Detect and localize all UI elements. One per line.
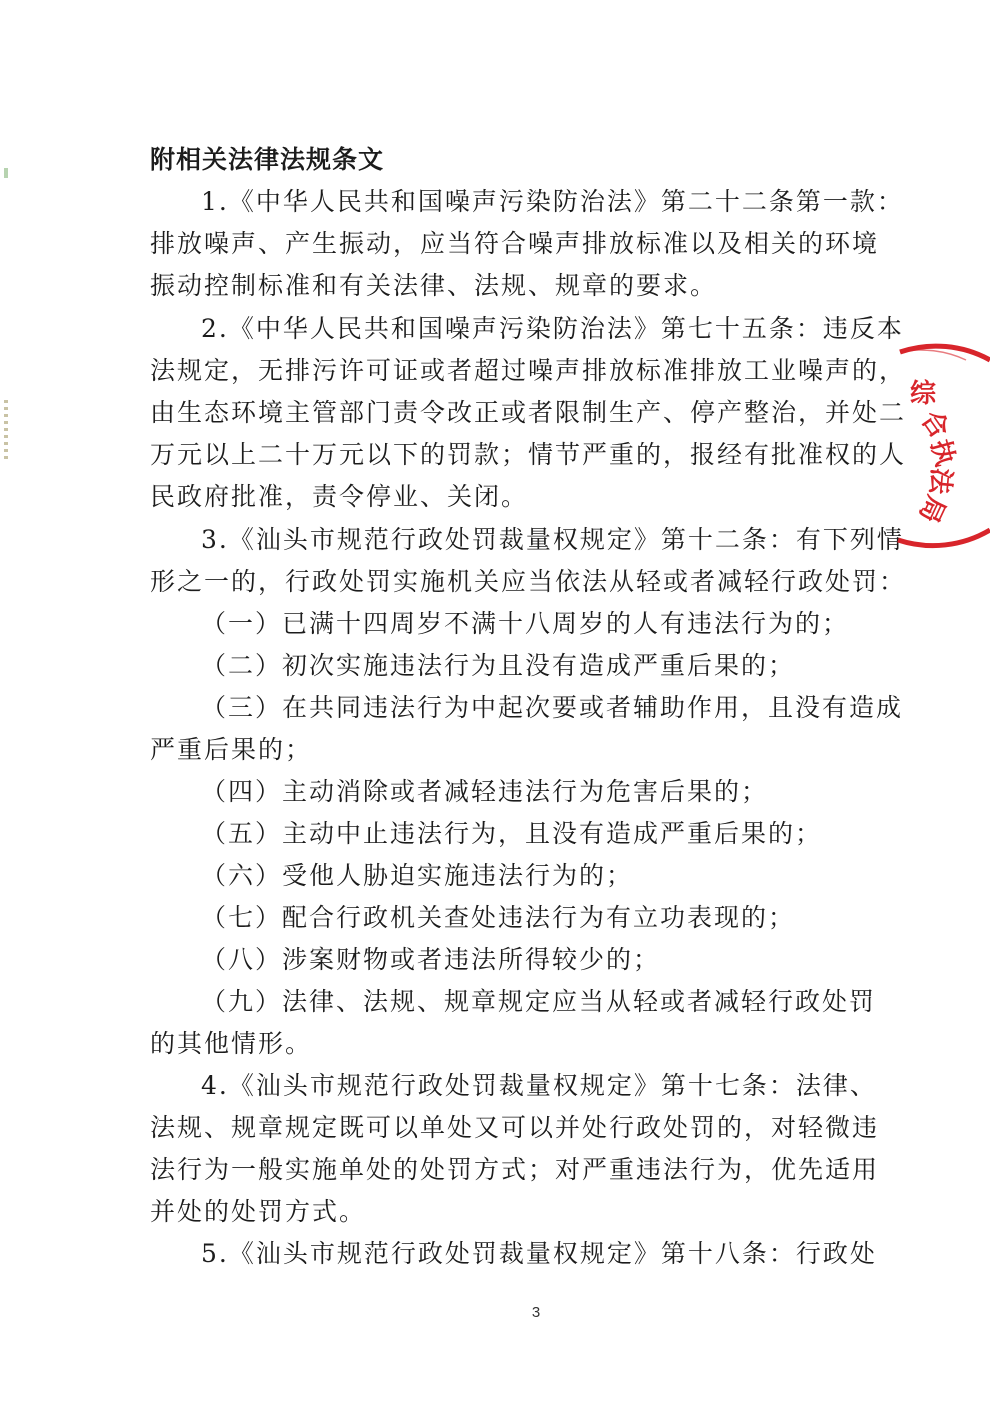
text-line: 由生态环境主管部门责令改正或者限制生产、停产整治，并处二 <box>150 398 907 427</box>
text-line: 5.《汕头市规范行政处罚裁量权规定》第十八条：行政处 <box>201 1239 877 1268</box>
text-line: （三）在共同违法行为中起次要或者辅助作用，且没有造成 <box>201 693 904 722</box>
text-line: 法规定，无排污许可证或者超过噪声排放标准排放工业噪声的， <box>150 356 907 385</box>
page-number: 3 <box>531 1304 541 1321</box>
text-line: 法行为一般实施单处的处罚方式；对严重违法行为，优先适用 <box>150 1155 880 1184</box>
text-line: 并处的处罚方式。 <box>150 1197 367 1226</box>
scan-mark <box>4 400 8 462</box>
text-line: （二）初次实施违法行为且没有造成严重后果的； <box>201 651 796 680</box>
text-line: （八）涉案财物或者违法所得较少的； <box>201 945 661 974</box>
scan-mark <box>4 168 8 178</box>
svg-text:局: 局 <box>912 490 951 528</box>
svg-text:法: 法 <box>923 466 956 496</box>
text-line: 的其他情形。 <box>150 1029 313 1058</box>
text-line: 法规、规章规定既可以单处又可以并处行政处罚的，对轻微违 <box>150 1113 880 1142</box>
text-line: 3.《汕头市规范行政处罚裁量权规定》第十二条：有下列情 <box>201 525 904 554</box>
text-line: 形之一的，行政处罚实施机关应当依法从轻或者减轻行政处罚： <box>150 567 907 596</box>
text-line: （九）法律、法规、规章规定应当从轻或者减轻行政处罚 <box>201 987 877 1016</box>
text-line: 振动控制标准和有关法律、法规、规章的要求。 <box>150 271 718 300</box>
text-line: 万元以上二十万元以下的罚款；情节严重的，报经有批准权的人 <box>150 440 907 469</box>
document-heading: 附相关法律法规条文 <box>150 145 385 174</box>
svg-text:综: 综 <box>910 379 937 409</box>
text-line: （七）配合行政机关查处违法行为有立功表现的； <box>201 903 796 932</box>
official-seal-stamp <box>880 340 990 550</box>
text-line: （五）主动中止违法行为，且没有造成严重后果的； <box>201 819 823 848</box>
text-line: 1.《中华人民共和国噪声污染防治法》第二十二条第一款： <box>201 187 904 216</box>
text-line: （一）已满十四周岁不满十八周岁的人有违法行为的； <box>201 609 850 638</box>
text-line: 排放噪声、产生振动，应当符合噪声排放标准以及相关的环境 <box>150 229 880 258</box>
text-line: 2.《中华人民共和国噪声污染防治法》第七十五条：违反本 <box>201 314 904 343</box>
text-line: 4.《汕头市规范行政处罚裁量权规定》第十七条：法律、 <box>201 1071 877 1100</box>
text-line: （六）受他人胁迫实施违法行为的； <box>201 861 634 890</box>
text-line: 严重后果的； <box>150 735 313 764</box>
svg-text:执: 执 <box>924 436 961 470</box>
text-line: 民政府批准，责令停业、关闭。 <box>150 482 529 511</box>
svg-text:合: 合 <box>914 405 955 445</box>
text-line: （四）主动消除或者减轻违法行为危害后果的； <box>201 777 769 806</box>
